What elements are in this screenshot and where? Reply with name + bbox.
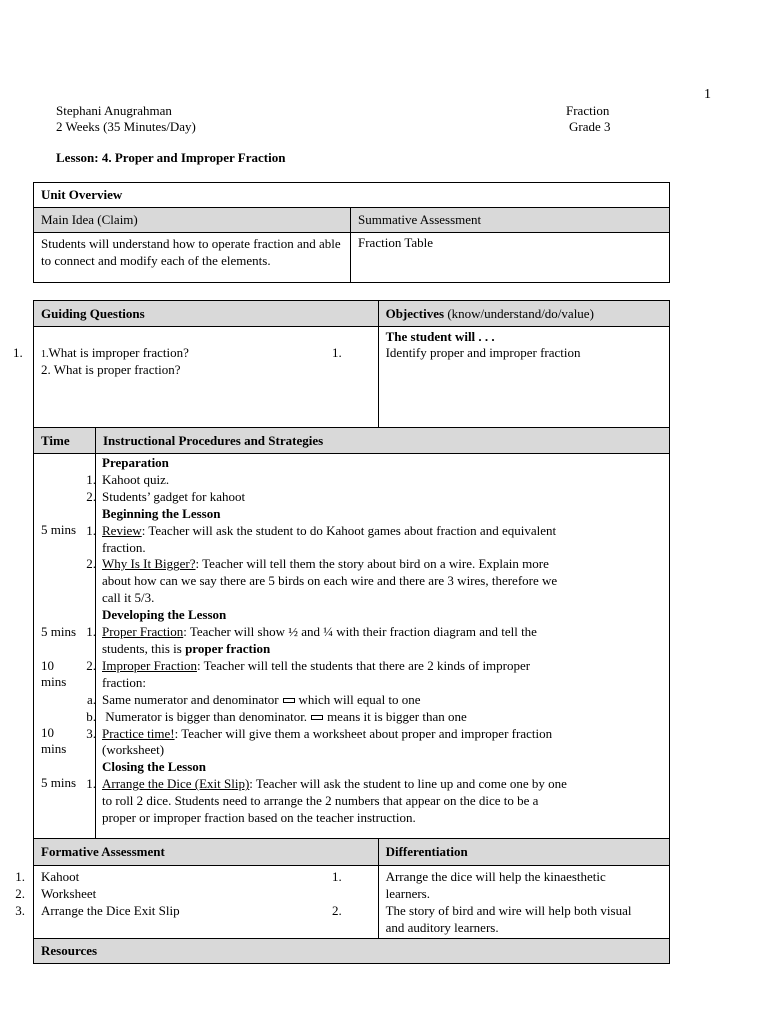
developing-title: Developing the Lesson	[102, 607, 227, 623]
objectives-header: Objectives (know/understand/do/value)	[378, 301, 669, 327]
beginning-item-2-cont2: call it 5/3.	[102, 590, 155, 606]
formative-assessment-header: Formative Assessment	[34, 839, 379, 866]
lesson-title: Lesson: 4. Proper and Improper Fraction	[56, 150, 286, 165]
developing-time-3b: mins	[41, 741, 67, 756]
differentiation-item-1-cont: learners.	[385, 886, 430, 901]
objective-1-text: Identify proper and improper fraction	[385, 345, 581, 360]
guiding-list-number: 1.	[13, 345, 23, 360]
formative-item-2: 2. Worksheet	[15, 886, 97, 901]
summative-assessment-text: Fraction Table	[351, 233, 670, 283]
differentiation-item-1-number: 1.	[332, 869, 342, 884]
question-1-number: 1.	[41, 349, 49, 360]
closing-title: Closing the Lesson	[102, 759, 207, 775]
preparation-title: Preparation	[102, 455, 169, 470]
differentiation-cell	[378, 866, 669, 939]
closing-time: 5 mins	[41, 775, 77, 790]
beginning-title: Beginning the Lesson	[102, 505, 221, 521]
differentiation-item-2-cont: and auditory learners.	[385, 920, 499, 935]
prep-item-1: 1. Kahoot quiz.	[86, 471, 170, 487]
time-header: Time	[34, 428, 96, 454]
differentiation-header: Differentiation	[378, 839, 669, 866]
developing-item-2: 2. Improper Fraction: Teacher will tell the students that there are 2 kinds of improper	[86, 657, 531, 673]
procedures-header: Instructional Procedures and Strategies	[96, 428, 670, 454]
formative-item-3: 3. Arrange the Dice Exit Slip	[15, 903, 180, 918]
beginning-item-2: 2. Why Is It Bigger?: Teacher will tell them the story about bird on a wire. Explain more	[86, 556, 549, 572]
objectives-intro: The student will . . .	[385, 329, 495, 344]
unit-overview-table	[33, 182, 670, 283]
developing-item-2b: b. Numerator is bigger than denominator. means it is bigger than one	[86, 708, 467, 724]
procedures-cell	[86, 454, 670, 839]
beginning-item-1: 1. Review: Teacher will ask the student to do Kahoot games about fraction and equivalent	[86, 522, 557, 538]
developing-time-3a: 10	[41, 725, 54, 740]
beginning-item-2-cont: about how can we say there are 5 birds on each wire and there are 3 wires, therefore we	[102, 573, 558, 589]
formative-assessment-cell	[15, 866, 379, 939]
main-idea-text: Students will understand how to operate fraction and able to connect and modify each of the elements.	[34, 233, 351, 283]
lesson-duration: 2 Weeks (35 Minutes/Day)	[56, 119, 196, 134]
resources-header: Resources	[34, 939, 670, 964]
grade-label: Grade 3	[569, 119, 611, 134]
developing-time-2a: 10	[41, 658, 54, 673]
question-1-text: What is improper fraction?	[48, 345, 189, 360]
formative-item-1: 1. Kahoot	[15, 869, 80, 884]
developing-item-1: 1. Proper Fraction: Teacher will show ½ and ¼ with their fraction diagram and tell the	[86, 624, 537, 640]
prep-item-2: 2. Students’ gadget for kahoot	[86, 488, 246, 504]
developing-time-1: 5 mins	[41, 624, 77, 639]
guiding-questions-header: Guiding Questions	[34, 301, 379, 327]
summative-assessment-header: Summative Assessment	[351, 208, 670, 233]
equation-placeholder-icon	[283, 698, 295, 703]
beginning-time: 5 mins	[41, 522, 77, 537]
differentiation-item-1: Arrange the dice will help the kinaesthetic	[385, 869, 606, 884]
equation-placeholder-icon	[311, 715, 323, 720]
closing-item-1-cont2: proper or improper fraction based on the teacher instruction.	[102, 810, 416, 826]
developing-item-2-cont: fraction:	[102, 674, 147, 690]
lesson-plan-table	[13, 300, 670, 964]
page-number: 1	[704, 87, 711, 102]
differentiation-item-2: The story of bird and wire will help both visual	[385, 903, 632, 918]
unit-overview-title: Unit Overview	[34, 183, 670, 208]
subject-label: Fraction	[566, 103, 610, 118]
main-idea-header: Main Idea (Claim)	[34, 208, 351, 233]
beginning-item-1-cont: fraction.	[102, 539, 146, 555]
question-2-text: 2. What is proper fraction?	[41, 362, 181, 377]
objective-number: 1.	[332, 345, 342, 360]
developing-item-2a: a. Same numerator and denominator which will equal to one	[86, 691, 421, 707]
developing-item-3-cont: (worksheet)	[102, 742, 165, 758]
differentiation-item-2-number: 2.	[332, 903, 342, 918]
author-name: Stephani Anugrahman	[56, 103, 172, 118]
closing-item-1-cont: to roll 2 dice. Students need to arrange the 2 numbers that appear on the dice to be a	[102, 793, 539, 809]
objectives-cell	[378, 327, 669, 428]
guiding-questions-cell	[13, 327, 379, 428]
developing-item-1-cont: students, this is proper fraction	[102, 640, 271, 656]
developing-time-2b: mins	[41, 674, 67, 689]
developing-item-3: 3. Practice time!: Teacher will give them a worksheet about proper and improper fraction	[86, 725, 553, 741]
closing-item-1: 1. Arrange the Dice (Exit Slip): Teacher will ask the student to line up and come one by one	[86, 776, 567, 792]
